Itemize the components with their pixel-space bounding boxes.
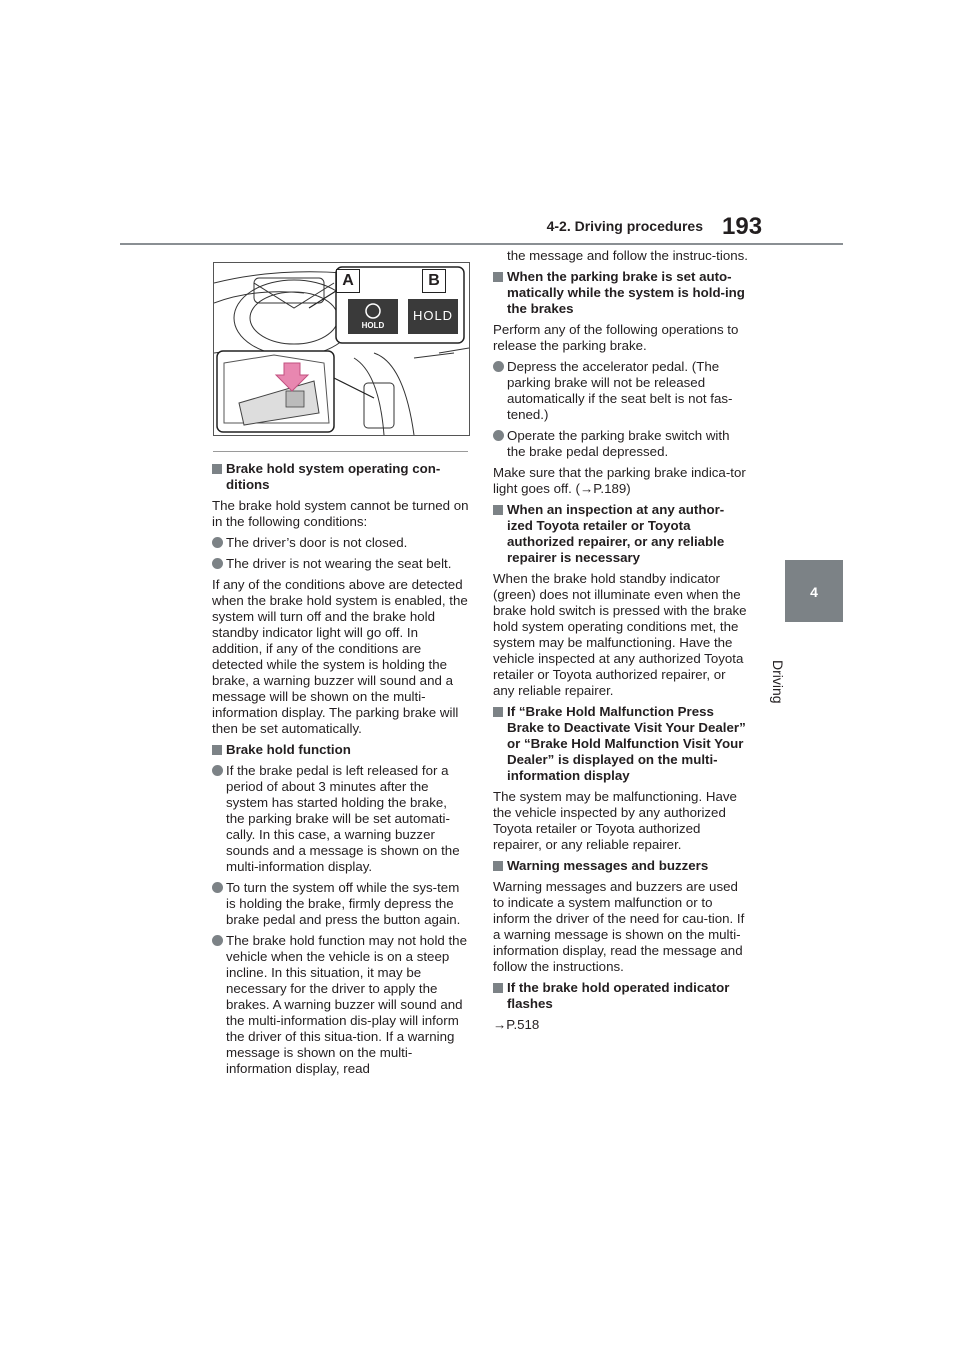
bullet-item: If the brake pedal is left released for a period of about 3 minutes after the system has started holding the brake, the parking brake will be set automati-cally. In this case, a warning buzzer sounds and a message is shown on the multi-information display.	[212, 763, 469, 875]
paragraph: Make sure that the parking brake indica-tor light goes off. (→P.189)	[493, 465, 746, 496]
heading-operating-conditions: Brake hold system operating con-ditions	[212, 461, 469, 493]
bullet-item: Depress the accelerator pedal. (The parking brake will not be released automatically if the seat belt is not fas-tened.)	[493, 359, 750, 423]
paragraph: When the brake hold standby indicator (green) does not illuminate even when the brake hold switch is pressed with the brake hold system operating conditions met, the system may be malfunctioning. Have the vehicle inspected at any authorized Toyota retailer or Toyota authorized repairer, or any reliable repairer.	[493, 571, 747, 698]
heading-parking-brake-auto: When the parking brake is set auto-matically while the system is hold-ing the brakes	[493, 269, 750, 317]
label-b: B	[422, 269, 446, 293]
bullet-icon	[493, 430, 504, 441]
heading-brake-hold-function: Brake hold function	[212, 742, 469, 758]
bullet-item: Operate the parking brake switch with the brake pedal depressed.	[493, 428, 750, 460]
bullet-item: The brake hold function may not hold the vehicle when the vehicle is on a steep incline. In this situation, it may be necessary for the driver to apply the brakes. A warning buzzer will sound and the multi-information dis-play will inform the driver of this situa-tion. If a warning message is shown on the multi-information display, read	[212, 933, 469, 1077]
paragraph: Warning messages and buzzers are used to indicate a system malfunction or to inform the driver of the need for cau-tion. If a warning message is shown on the multi-information display, read the message and follow the instructions.	[493, 879, 745, 974]
heading-warning-messages: Warning messages and buzzers	[493, 858, 750, 874]
bullet-icon	[212, 558, 223, 569]
paragraph: The system may be malfunctioning. Have the vehicle inspected by any authorized Toyota retailer or Toyota authorized repairer, or any reliable repairer.	[493, 789, 737, 852]
page-reference-link[interactable]: →P.518	[493, 1017, 540, 1032]
section-title: 4-2. Driving procedures	[546, 218, 703, 234]
chapter-tab-number: 4	[810, 584, 818, 600]
bullet-icon	[212, 935, 223, 946]
bullet-icon	[493, 361, 504, 372]
heading-square-icon	[212, 464, 222, 474]
brake-hold-illustration	[213, 262, 470, 436]
heading-square-icon	[493, 272, 503, 282]
bullet-item: The driver is not wearing the seat belt.	[212, 556, 469, 572]
bullet-continuation: the message and follow the instruc-tions.	[507, 248, 748, 263]
bullet-item: The driver’s door is not closed.	[212, 535, 469, 551]
figure-divider	[213, 451, 468, 452]
left-column	[212, 461, 469, 1082]
paragraph: The brake hold system cannot be turned on in the following conditions:	[212, 498, 469, 529]
right-column	[493, 248, 750, 1038]
heading-square-icon	[493, 861, 503, 871]
chapter-tab-label: Driving	[770, 660, 786, 704]
label-a: A	[336, 269, 360, 293]
paragraph: If any of the conditions above are detected when the brake hold system is enabled, the system will turn off and the brake hold standby indicator light will go off. In addition, if any of the conditions are detected while the system is holding the brake, a warning buzzer will sound and a message will be shown on the multi-information display. The parking brake will then be set automatically.	[212, 577, 468, 736]
page-number: 193	[722, 213, 763, 240]
heading-inspection: When an inspection at any author-ized Toyota retailer or Toyota authorized repairer, or any reliable repairer is necessary	[493, 502, 750, 566]
heading-square-icon	[212, 745, 222, 755]
heading-malfunction-message: If “Brake Hold Malfunction Press Brake to Deactivate Visit Your Dealer” or “Brake Hold Malfunction Visit Your Dealer” is displayed on the multi-information display	[493, 704, 750, 784]
bullet-icon	[212, 765, 223, 776]
bullet-item: To turn the system off while the sys-tem is holding the brake, firmly depress the brake pedal and press the button again.	[212, 880, 469, 928]
heading-square-icon	[493, 983, 503, 993]
bullet-icon	[212, 882, 223, 893]
hold-icon-caption: HOLD	[361, 321, 385, 330]
heading-square-icon	[493, 505, 503, 515]
heading-indicator-flashes: If the brake hold operated indicator flashes	[493, 980, 750, 1012]
paragraph: Perform any of the following operations to release the parking brake.	[493, 322, 739, 353]
bullet-icon	[212, 537, 223, 548]
heading-square-icon	[493, 707, 503, 717]
header-rule	[120, 243, 843, 245]
hold-button-text: HOLD	[412, 308, 454, 323]
